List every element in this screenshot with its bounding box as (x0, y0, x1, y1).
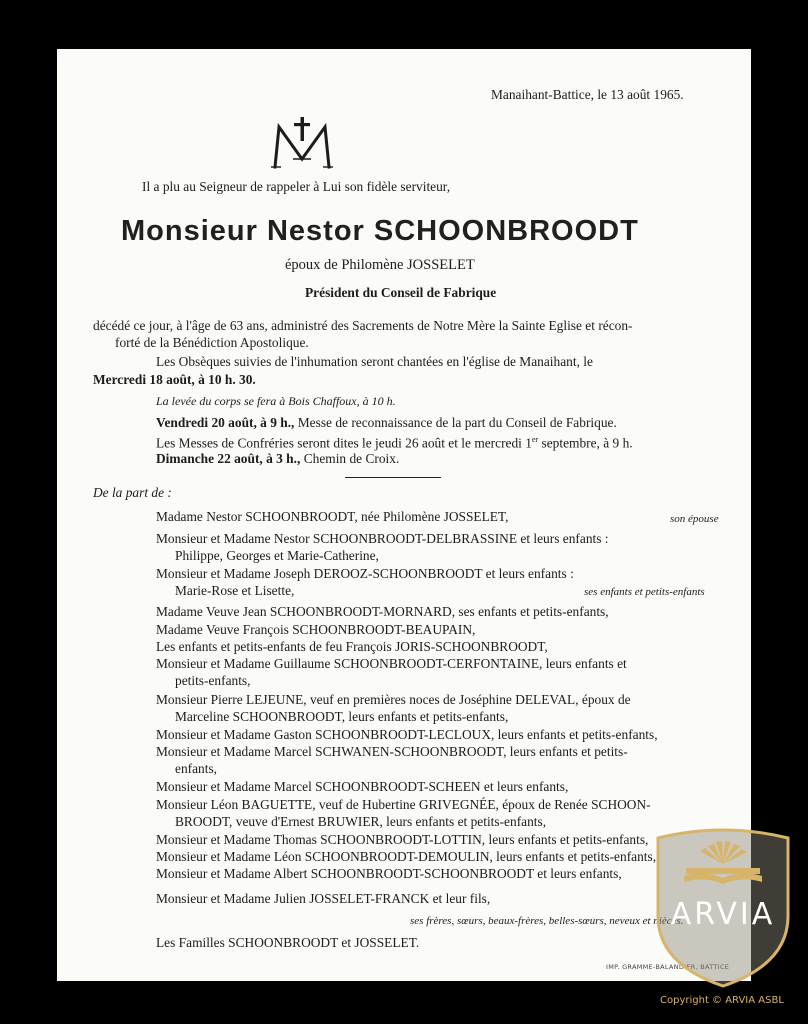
family-line-17: Monsieur Léon BAGUETTE, veuf de Hubertine GRIVEGNÉE, époux de Renée SCHOON- (156, 797, 651, 812)
family-note-siblings: ses frères, sœurs, beaux-frères, belles-sœurs, neveux et nièces. (410, 915, 684, 927)
family-line-23: Les Familles SCHOONBROODT et JOSSELET. (156, 935, 420, 950)
divider (345, 477, 441, 478)
family-line-10: petits-enfants, (175, 673, 251, 688)
family-line-7: Madame Veuve François SCHOONBROODT-BEAUPAIN, (156, 622, 476, 637)
arvia-logo-icon (648, 824, 798, 989)
body-line-7 (156, 451, 399, 467)
from-label: De la part de : (93, 485, 172, 500)
family-line-8: Les enfants et petits-enfants de feu François JORIS-SCHOONBROODT, (156, 639, 548, 654)
family-line-19: Monsieur et Madame Thomas SCHOONBROODT-LOTTIN, leurs enfants et petits-enfants, (156, 832, 649, 847)
family-line-1: Madame Nestor SCHOONBROODT, née Philomène JOSSELET, (156, 509, 509, 524)
mass-desc: Messe de reconnaissance de la part du Conseil de Fabrique. (297, 415, 617, 430)
family-line-13: Monsieur et Madame Gaston SCHOONBROODT-LECLOUX, leurs enfants et petits-enfants, (156, 727, 658, 742)
family-note-children: ses enfants et petits-enfants (584, 586, 705, 598)
family-line-22: Monsieur et Madame Julien JOSSELET-FRANCK et leur fils, (156, 891, 491, 906)
family-line-4: Monsieur et Madame Joseph DEROOZ-SCHOONBROODT et leurs enfants : (156, 566, 574, 581)
intro-line: Il a plu au Seigneur de rappeler à Lui son fidèle serviteur, (142, 179, 451, 194)
family-line-21: Monsieur et Madame Albert SCHOONBROODT-SCHOONBROODT et leurs enfants, (156, 866, 622, 881)
function-title: Président du Conseil de Fabrique (305, 285, 497, 300)
levee-line: La levée du corps se fera à Bois Chaffoux, à 10 h. (156, 394, 396, 408)
family-line-11: Monsieur Pierre LEJEUNE, veuf en premières noces de Joséphine DELEVAL, époux de (156, 692, 631, 707)
family-line-6: Madame Veuve Jean SCHOONBROODT-MORNARD, ses enfants et petits-enfants, (156, 604, 609, 619)
chemin-desc: Chemin de Croix. (303, 451, 400, 466)
obituary-card (57, 49, 751, 981)
body-line-5 (156, 415, 617, 431)
family-line-18: BROODT, veuve d'Ernest BRUWIER, leurs enfants et petits-enfants, (175, 814, 547, 829)
body-line-1: décédé ce jour, à l'âge de 63 ans, administré des Sacrements de Notre Mère la Sainte Eglise et récon- (93, 318, 633, 333)
family-line-5: Marie-Rose et Lisette, (175, 583, 295, 598)
marian-monogram-icon (269, 115, 335, 169)
mass-date: Vendredi 20 août, à 9 h., (156, 415, 295, 430)
family-line-15: enfants, (175, 761, 218, 776)
family-line-9: Monsieur et Madame Guillaume SCHOONBROODT-CERFONTAINE, leurs enfants et (156, 656, 627, 671)
deceased-name: Monsieur Nestor SCHOONBROODT (121, 215, 639, 247)
confreries-text: Les Messes de Confréries seront dites le jeudi 26 août et le mercredi 1 (156, 435, 532, 451)
family-line-12: Marceline SCHOONBROODT, leurs enfants et petits-enfants, (175, 709, 509, 724)
chemin-date: Dimanche 22 août, à 3 h., (156, 451, 301, 466)
spouse-line: époux de Philomène JOSSELET (285, 257, 475, 273)
family-line-16: Monsieur et Madame Marcel SCHOONBROODT-SCHEEN et leurs enfants, (156, 779, 569, 794)
family-line-20: Monsieur et Madame Léon SCHOONBROODT-DEMOULIN, leurs enfants et petits-enfants, (156, 849, 657, 864)
place-date: Manaihant-Battice, le 13 août 1965. (491, 87, 684, 102)
copyright-text: Copyright © ARVIA ASBL (660, 995, 784, 1006)
printer-mark: IMP. GRAMME-BALANDIER, BATTICE (606, 963, 730, 971)
body-line-3: Les Obsèques suivies de l'inhumation seront chantées en l'église de Manaihant, le (156, 354, 593, 369)
family-line-14: Monsieur et Madame Marcel SCHWANEN-SCHOONBROODT, leurs enfants et petits- (156, 744, 628, 759)
family-note-spouse: son épouse (670, 513, 719, 525)
funeral-date: Mercredi 18 août, à 10 h. 30. (93, 372, 256, 387)
body-line-2: forté de la Bénédiction Apostolique. (115, 335, 309, 350)
confreries-end: septembre, à 9 h. (538, 435, 633, 451)
family-line-3: Philippe, Georges et Marie-Catherine, (175, 548, 379, 563)
arvia-logo-text: ARVIA (670, 897, 776, 932)
family-line-2: Monsieur et Madame Nestor SCHOONBROODT-DELBRASSINE et leurs enfants : (156, 531, 609, 546)
ordinal-sup: er (531, 435, 539, 444)
body-line-6 (156, 432, 633, 451)
